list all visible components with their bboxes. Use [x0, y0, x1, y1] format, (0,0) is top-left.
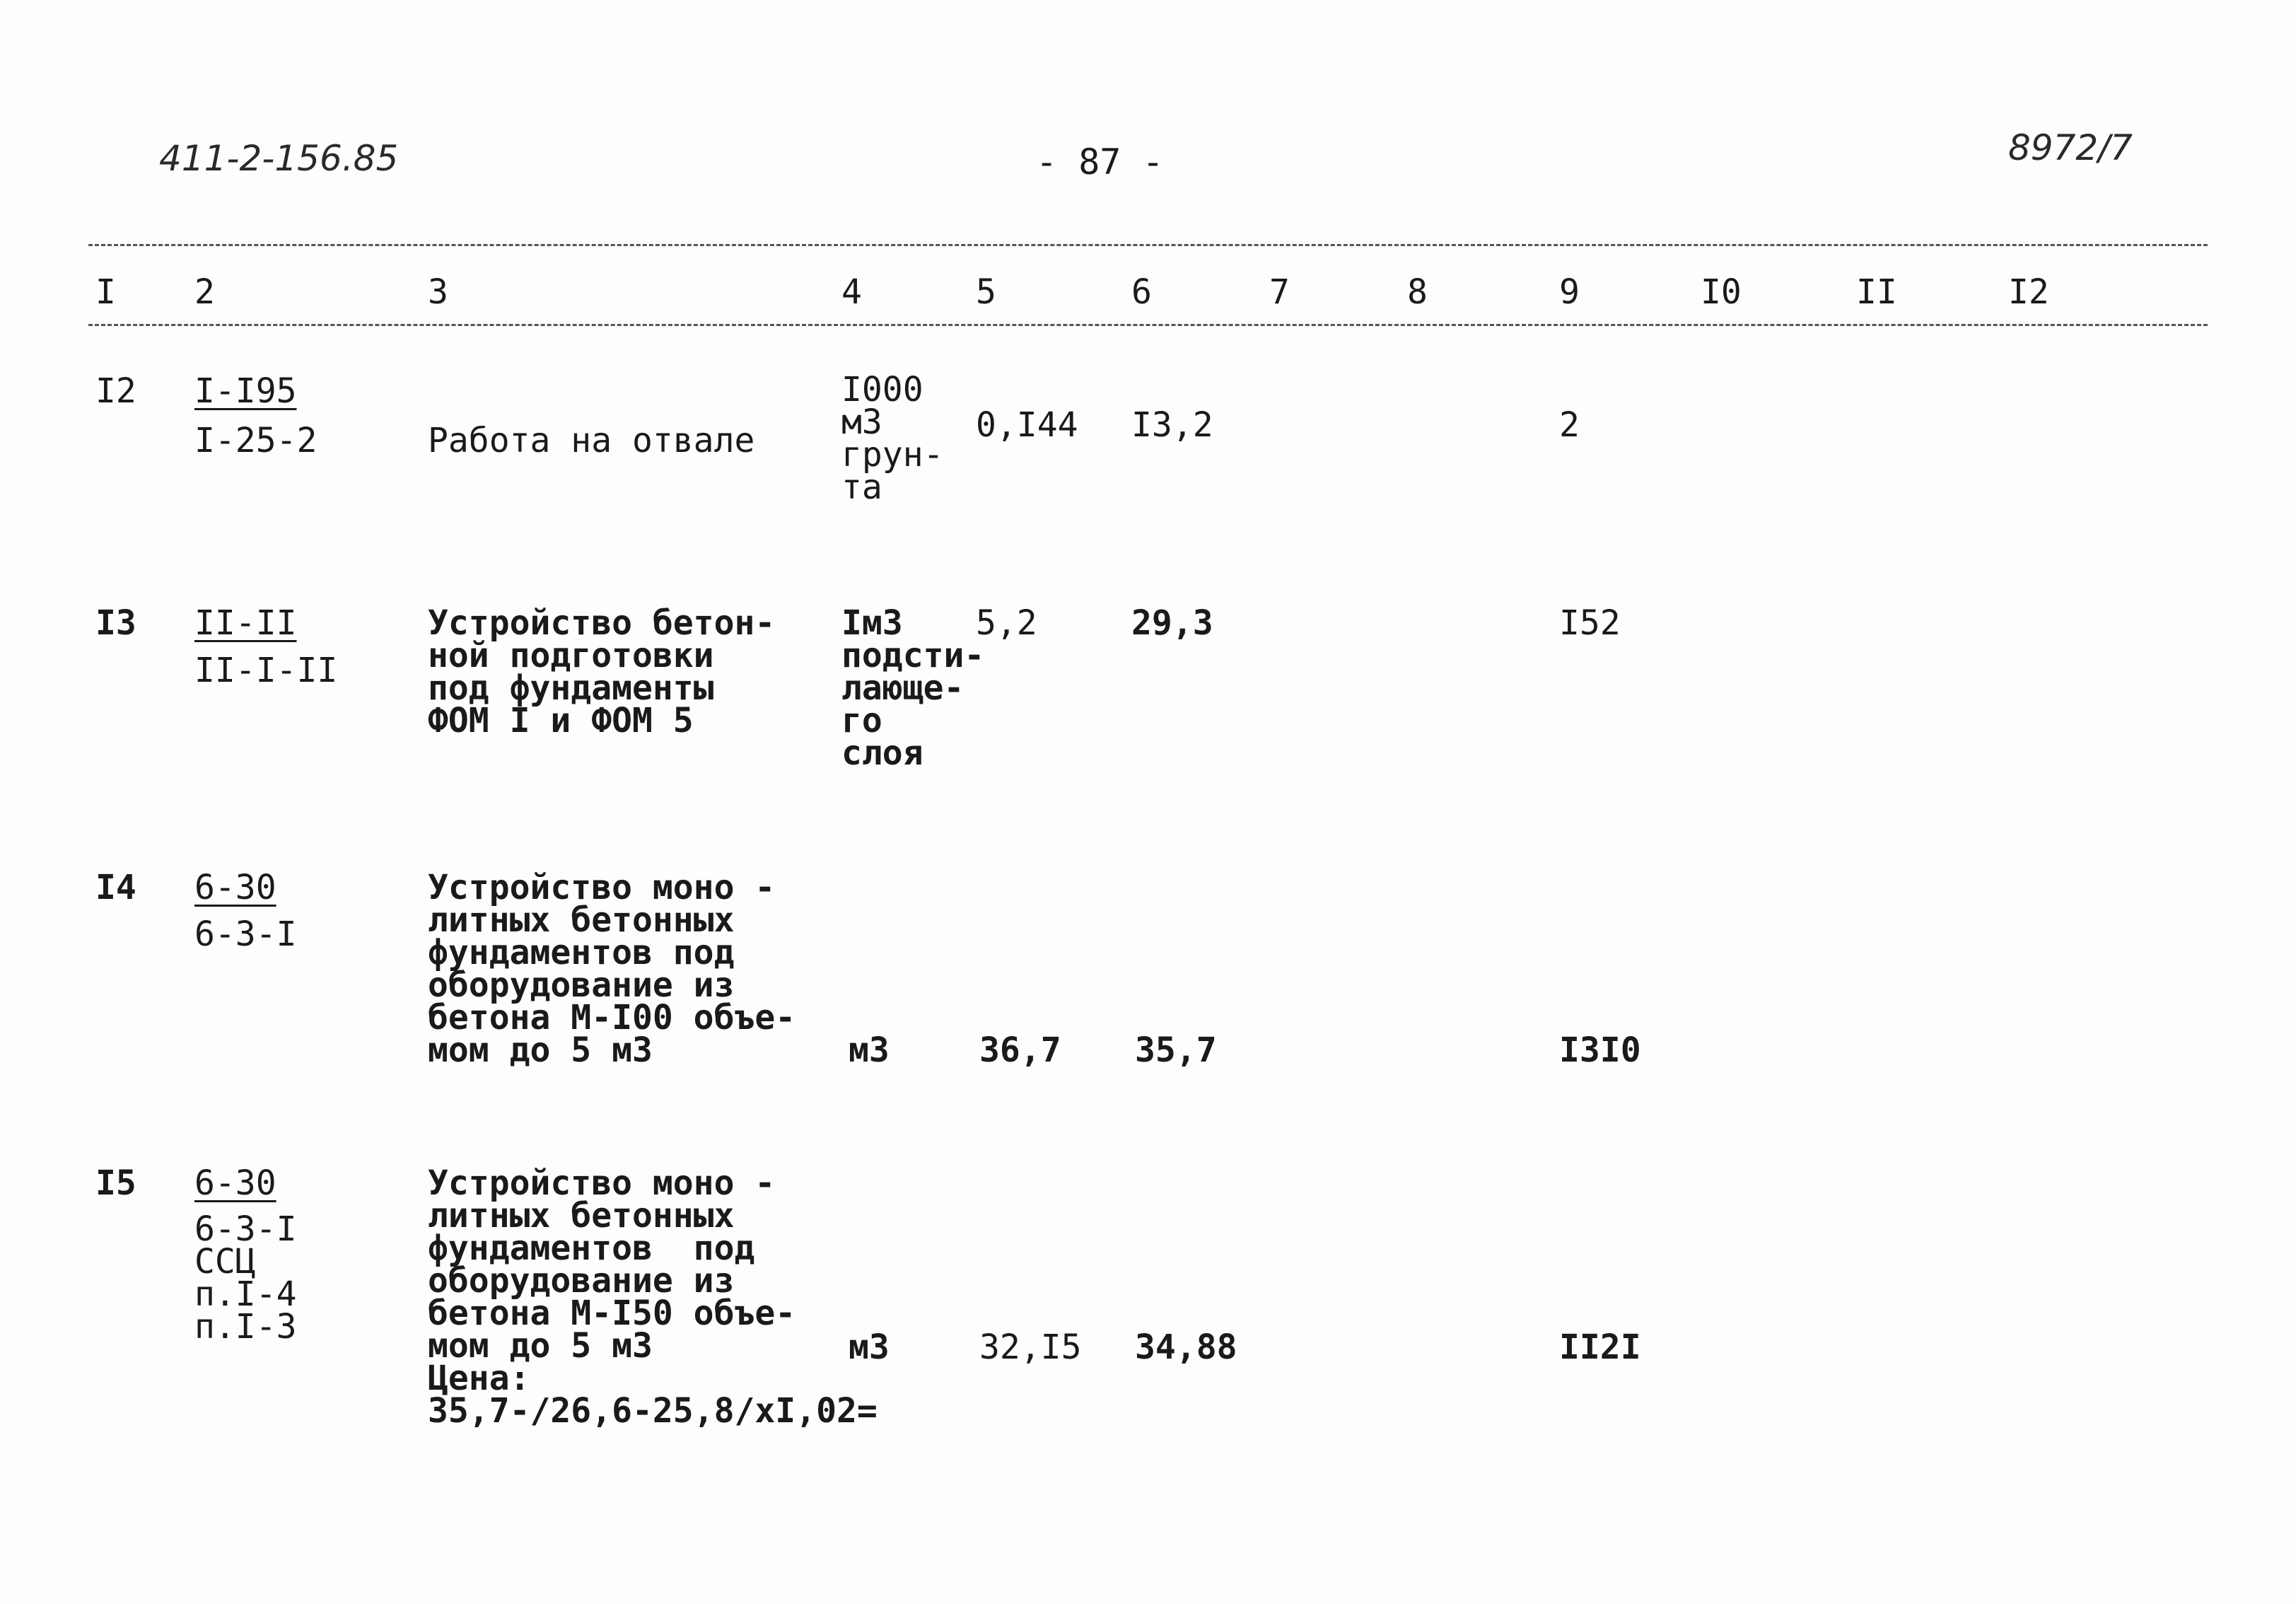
- unit-of-measure: Iм3 подсти- лающе- го слоя: [841, 603, 985, 773]
- row-number: I5: [95, 1163, 136, 1203]
- document-number: 411-2-156.85: [159, 138, 399, 179]
- code-denominator: I-25-2: [194, 421, 317, 460]
- column-header-1: I: [95, 272, 116, 312]
- column-header-3: 3: [428, 272, 448, 312]
- total-value: I3I0: [1559, 1030, 1641, 1070]
- column-header-12: I2: [2008, 272, 2049, 312]
- code-numerator: 6-30: [194, 868, 276, 907]
- column-header-5: 5: [976, 272, 996, 312]
- price-note: Цена: 35,7-/26,6-25,8/хI,02=: [428, 1359, 878, 1431]
- row-number: I2: [95, 371, 136, 411]
- work-description: Устройство бетон- ной подготовки под фундаменты ФОМ I и ФОМ 5: [428, 603, 776, 740]
- total-value: 2: [1559, 405, 1580, 445]
- work-description: Устройство моно - литных бетонных фундаментов под оборудование из бетона М-I50 объе- мом до 5 м3: [428, 1163, 796, 1366]
- code-numerator: 6-30: [194, 1163, 276, 1203]
- quantity-value: 5,2: [976, 603, 1037, 643]
- code-denominator: II-I-II: [194, 651, 338, 690]
- column-header-7: 7: [1269, 272, 1290, 312]
- column-header-2: 2: [194, 272, 215, 312]
- unit-of-measure: I000 м3 грун- та: [841, 370, 944, 507]
- column-header-6: 6: [1131, 272, 1152, 312]
- quantity-value: 36,7: [979, 1030, 1061, 1070]
- row-number: I3: [95, 603, 136, 643]
- header-bottom-rule: [88, 324, 2208, 326]
- quantity-value: 0,I44: [976, 405, 1078, 445]
- code-numerator: II-II: [194, 603, 297, 643]
- column-header-4: 4: [841, 272, 862, 312]
- row-number: I4: [95, 868, 136, 907]
- work-description: Работа на отвале: [428, 421, 755, 460]
- code-denominator: 6-3-I: [194, 914, 297, 954]
- header-top-rule: [88, 244, 2208, 246]
- total-value: I52: [1559, 603, 1621, 643]
- quantity-value: 32,I5: [979, 1327, 1082, 1367]
- column-header-11: II: [1856, 272, 1897, 312]
- unit-price-value: 34,88: [1135, 1327, 1237, 1367]
- unit-of-measure: м3: [849, 1327, 890, 1367]
- column-header-9: 9: [1559, 272, 1580, 312]
- page-number: - 87 -: [1036, 141, 1164, 182]
- unit-price-value: 29,3: [1131, 603, 1213, 643]
- column-header-10: I0: [1701, 272, 1742, 312]
- column-header-8: 8: [1407, 272, 1428, 312]
- unit-price-value: 35,7: [1135, 1030, 1217, 1070]
- code-numerator: I-I95: [194, 371, 297, 411]
- unit-price-value: I3,2: [1131, 405, 1213, 445]
- total-value: II2I: [1559, 1327, 1641, 1367]
- unit-of-measure: м3: [849, 1030, 890, 1070]
- work-description: Устройство моно - литных бетонных фундаментов под оборудование из бетона М-I00 объе- мом до 5 м3: [428, 868, 796, 1070]
- code-denominator: 6-3-I ССЦ п.I-4 п.I-3: [194, 1209, 297, 1347]
- sheet-reference: 8972/7: [2008, 127, 2133, 168]
